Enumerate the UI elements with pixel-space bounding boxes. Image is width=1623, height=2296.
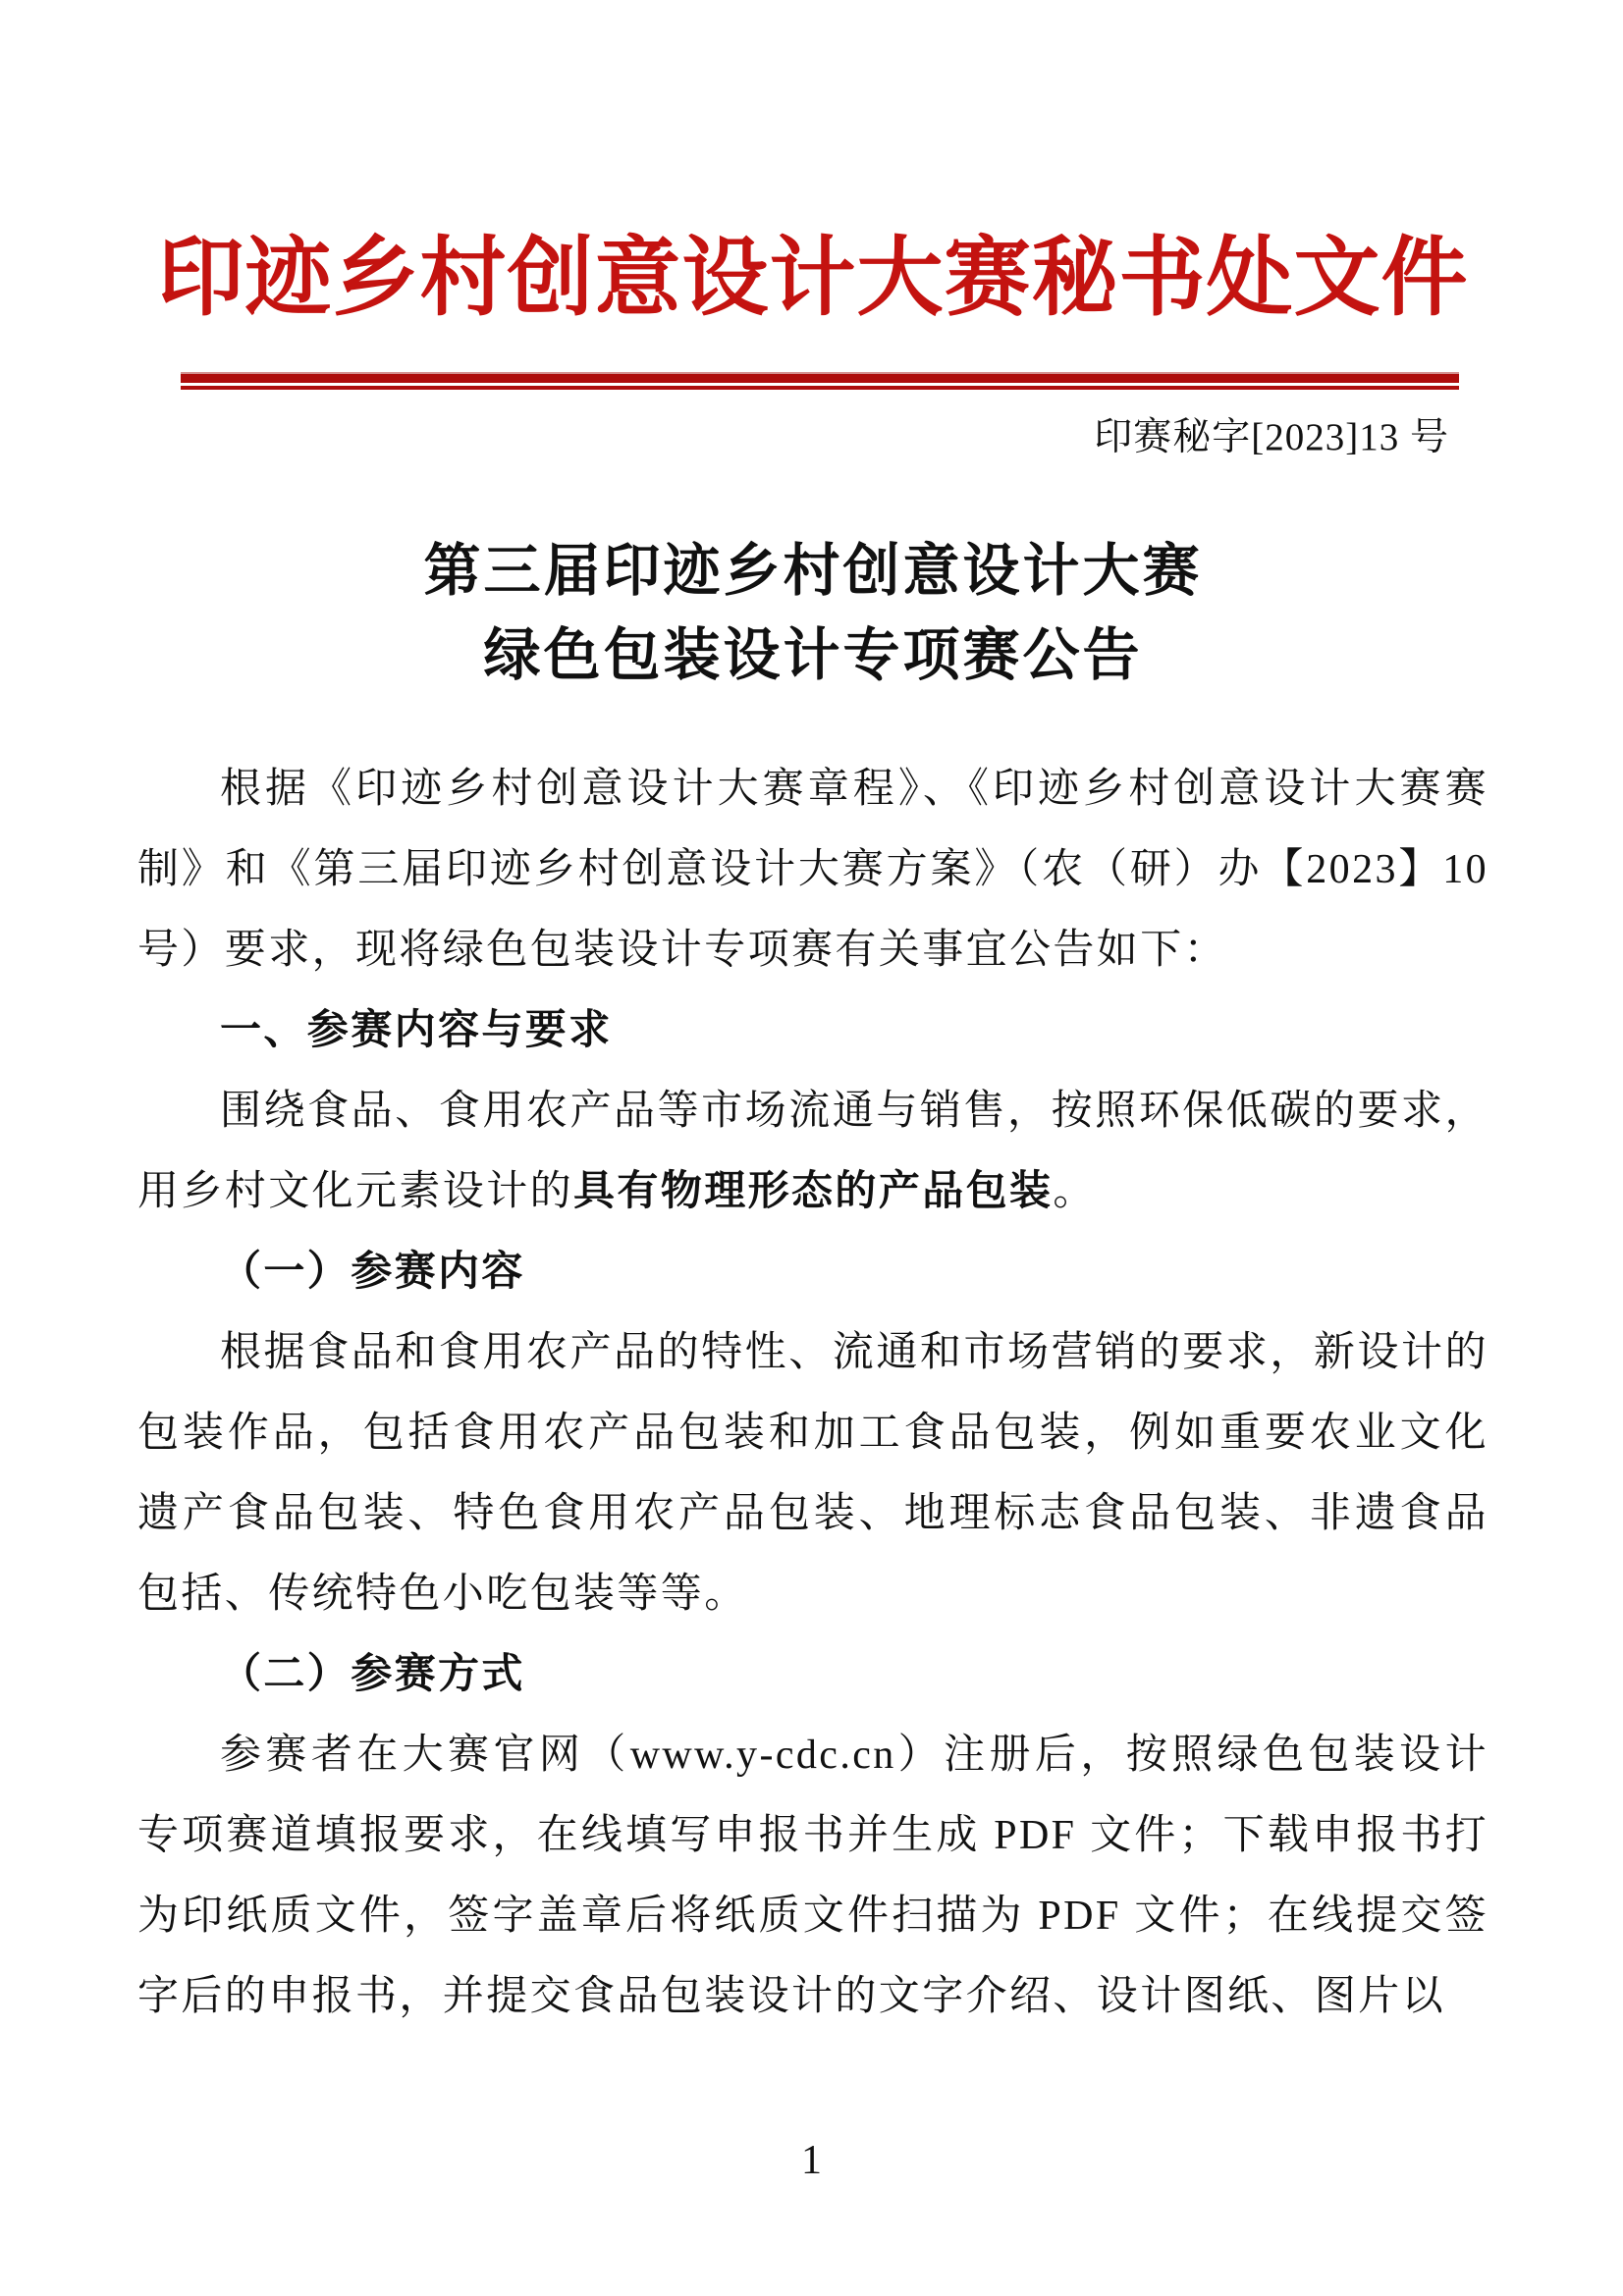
- text-run: 。: [1053, 1169, 1097, 1214]
- text-run: 围绕食品、食用农产品等市场流通与销售，按照环保低碳的要求，用乡村文化元素设计的: [137, 1089, 1488, 1214]
- bold-text-run: 具有物理形态的产品包装: [573, 1169, 1054, 1214]
- banner-title: 印迹乡村创意设计大赛秘书处文件: [157, 232, 1469, 327]
- paragraph: [137, 1715, 1488, 2037]
- section-heading: [137, 1634, 1488, 1715]
- document-title-line-2: 绿色包装设计专项赛公告: [483, 623, 1143, 687]
- red-divider-thick-bar: [181, 374, 1459, 383]
- text-run: （二）参赛方式: [220, 1652, 525, 1697]
- text-run: 参赛者在大赛官网（www.y-cdc.cn）注册后，按照绿色包装设计专项赛道填报要求，在线填写申报书并生成 PDF 文件；下载申报书打为印纸质文件，签字盖章后将纸质文件扫描为 PDF 文件；在线提交签字后的申报书，并提交食品包装设计的文字介绍、设计图纸、图片以: [137, 1733, 1488, 2019]
- document-title-line-1: 第三届印迹乡村创意设计大赛: [423, 539, 1203, 603]
- paragraph: [137, 1071, 1488, 1232]
- paragraph: [137, 749, 1488, 990]
- document-body: [137, 749, 1488, 2037]
- text-run: 一、参赛内容与要求: [220, 1008, 613, 1053]
- document-title: [137, 529, 1488, 698]
- document-content: [0, 211, 1623, 2037]
- paragraph: [137, 1312, 1488, 1634]
- red-divider: [181, 372, 1459, 390]
- page-number: 1: [801, 2138, 822, 2183]
- text-run: 根据食品和食用农产品的特性、流通和市场营销的要求，新设计的包装作品，包括食用农产品包装和加工食品包装，例如重要农业文化遗产食品包装、特色食用农产品包装、地理标志食品包装、非遗食品包括、传统特色小吃包装等等。: [137, 1330, 1488, 1617]
- section-heading: [137, 990, 1488, 1071]
- text-run: 根据《印迹乡村创意设计大赛章程》、《印迹乡村创意设计大赛赛制》和《第三届印迹乡村创意设计大赛方案》（农（研）办【2023】10 号）要求，现将绿色包装设计专项赛有关事宜公告如下：: [137, 767, 1488, 973]
- text-run: （一）参赛内容: [220, 1250, 525, 1295]
- red-divider-thin-bar: [181, 386, 1459, 390]
- document-number: 印赛秘字[2023]13 号: [1094, 416, 1449, 458]
- section-heading: [137, 1232, 1488, 1312]
